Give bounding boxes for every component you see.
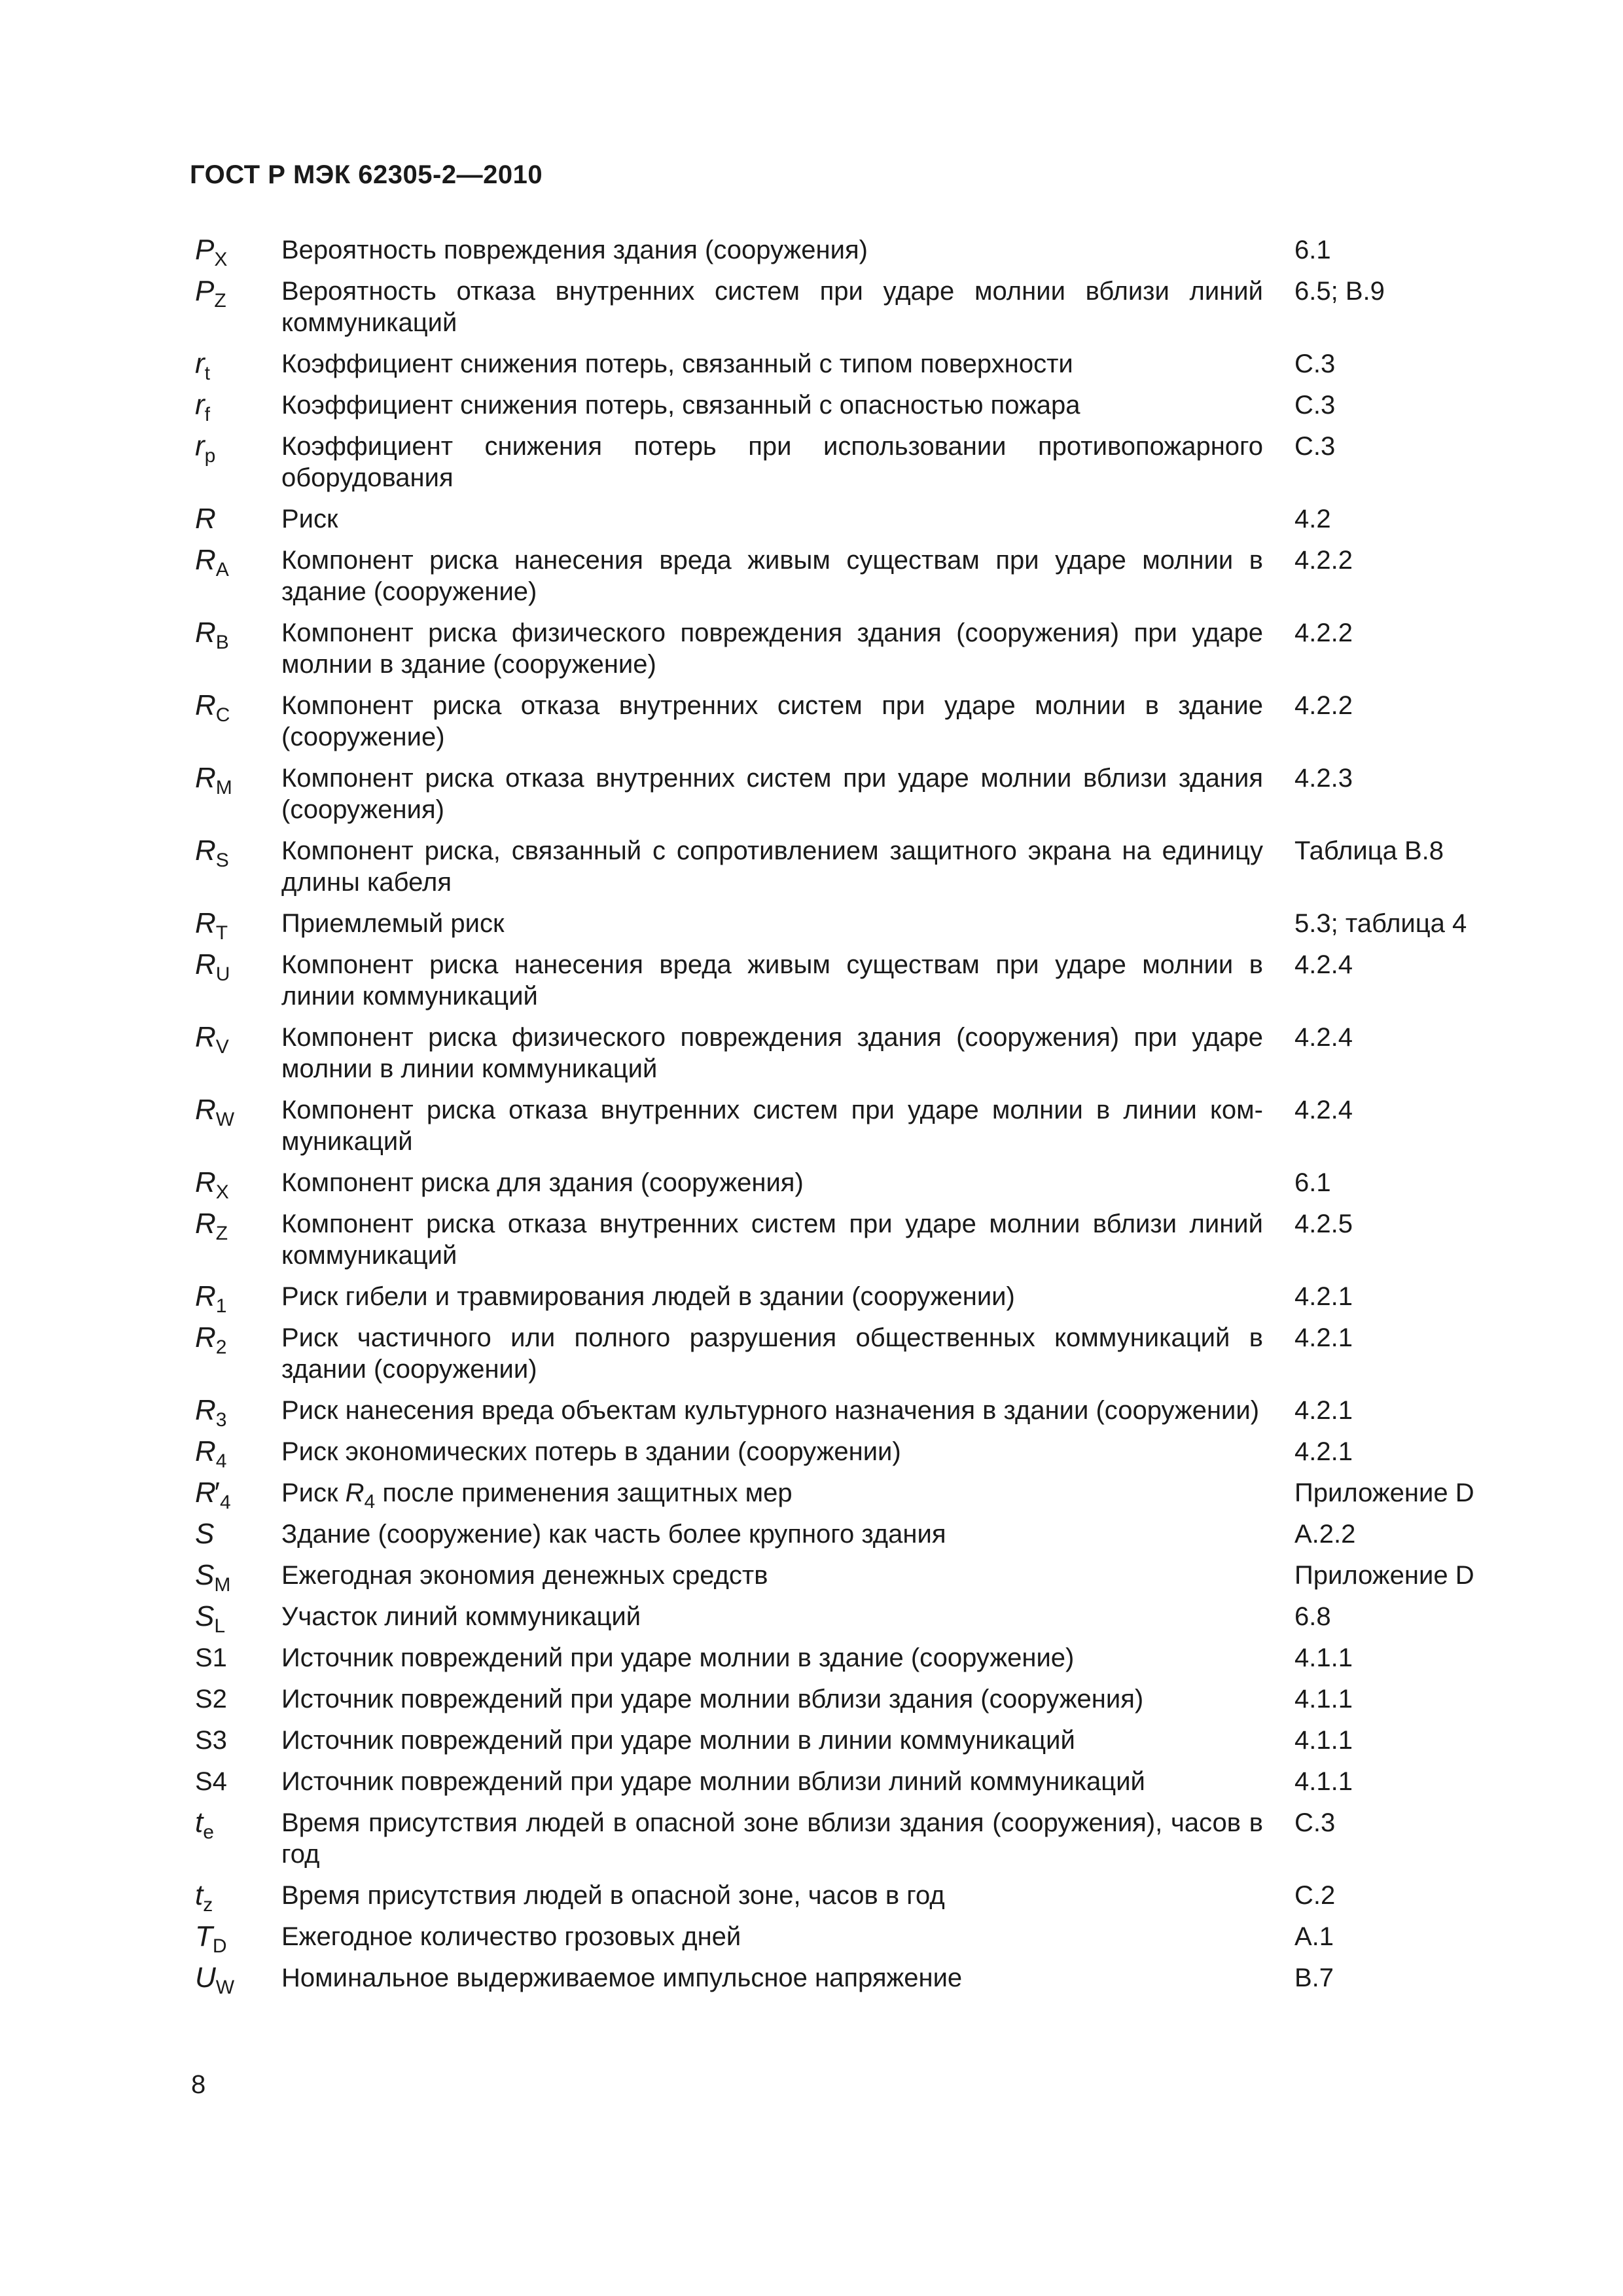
inline-symbol [345, 1479, 376, 1513]
reference-cell: 4.1.1 [1294, 1643, 1353, 1672]
symbol-letter: R [195, 503, 216, 535]
reference-cell: Приложение D [1294, 1561, 1474, 1590]
symbol-subscript: Z [214, 290, 226, 312]
description-text: Риск нанесения вреда объектам культурного назначения в здании (сооружении) [281, 1396, 1260, 1425]
symbol-subscript: M [215, 777, 232, 798]
description-text: Источник повреждений при ударе молнии вблизи здания (сооружения) [281, 1685, 1144, 1713]
symbol-cell [195, 1321, 281, 1358]
reference-cell: 6.5; B.9 [1294, 277, 1385, 306]
table-row [195, 276, 1478, 338]
symbol-subscript: V [215, 1036, 229, 1058]
table-row [195, 1518, 1478, 1550]
table-row [195, 1879, 1478, 1916]
symbol-cell [195, 503, 281, 535]
description-text: Компонент риска нанесения вреда живым существам при ударе молнии в здание (сооружение) [281, 546, 1263, 606]
description-text: Ежегодное количество грозовых дней [281, 1922, 741, 1951]
description-cell [281, 1880, 1263, 1911]
symbol-subscript: L [214, 1615, 226, 1637]
description-prefix: Риск [281, 1479, 346, 1507]
symbol-subscript: M [214, 1574, 231, 1596]
reference-cell: C.3 [1294, 350, 1336, 378]
symbol-cell [195, 762, 281, 798]
reference-cell: 4.2.2 [1294, 619, 1353, 647]
symbol-cell [195, 1021, 281, 1058]
description-text: Коэффициент снижения потерь при использовании противопожарного оборудования [281, 432, 1263, 492]
table-row [195, 1766, 1478, 1797]
symbol-subscript: 3 [215, 1409, 227, 1431]
symbol-subscript: f [204, 404, 210, 425]
table-row [195, 617, 1478, 680]
description-cell [281, 234, 1263, 266]
symbol-subscript: 4 [215, 1450, 227, 1472]
description-cell [281, 1208, 1263, 1271]
symbol-cell [195, 907, 281, 944]
symbol-subscript: U [215, 963, 230, 985]
symbol-letter: R [195, 907, 216, 939]
description-text: Компонент риска физического повреждения здания (сооружения) при ударе молнии в здание (сооружение) [281, 619, 1263, 679]
symbol-letter: P [195, 234, 215, 266]
symbol-letter: R [195, 544, 216, 576]
description-cell [281, 545, 1263, 607]
description-text: после применения защитных мер [375, 1479, 793, 1507]
description-cell [281, 1642, 1263, 1674]
symbol-table [195, 234, 1478, 2003]
description-text: Время присутствия людей в опасной зоне вблизи здания (сооружения), часов в год [281, 1808, 1263, 1869]
symbol-letter: S3 [195, 1726, 227, 1755]
symbol-subscript: X [215, 1181, 229, 1203]
description-cell [281, 1921, 1263, 1952]
table-row [195, 1166, 1478, 1203]
symbol-cell [195, 1435, 281, 1472]
table-row [195, 1559, 1478, 1596]
description-text: Риск экономических потерь в здании (сооружении) [281, 1437, 901, 1466]
inline-symbol-subscript: 4 [364, 1491, 376, 1513]
description-text: Компонент риска отказа внутренних систем при ударе молнии вблизи линий коммуникаций [281, 1210, 1263, 1270]
table-row [195, 1094, 1478, 1157]
symbol-prime: ′ [214, 1477, 221, 1509]
symbol-letter: R [195, 1208, 216, 1240]
reference-cell: 4.2.2 [1294, 691, 1353, 720]
description-cell [281, 1395, 1263, 1426]
reference-cell: A.2.2 [1294, 1520, 1356, 1549]
reference-cell: 4.1.1 [1294, 1726, 1353, 1755]
symbol-cell [195, 1477, 281, 1513]
table-row [195, 234, 1478, 270]
table-row [195, 348, 1478, 384]
table-row [195, 835, 1478, 898]
description-cell [281, 276, 1263, 338]
symbol-letter: T [195, 1920, 213, 1952]
symbol-letter: S1 [195, 1643, 227, 1672]
table-row [195, 1394, 1478, 1431]
table-row [195, 1600, 1478, 1637]
symbol-subscript: z [203, 1894, 213, 1916]
description-cell [281, 1962, 1263, 1994]
reference-cell: 4.2.3 [1294, 764, 1353, 793]
table-row [195, 503, 1478, 535]
symbol-subscript: W [215, 1977, 235, 1998]
description-text: Источник повреждений при ударе молнии в здание (сооружение) [281, 1643, 1075, 1672]
description-text: Риск частичного или полного разрушения общественных коммуникаций в здании (сооружении) [281, 1323, 1263, 1384]
symbol-letter: r [195, 389, 205, 421]
description-text: Коэффициент снижения потерь, связанный с опасностью пожара [281, 391, 1080, 420]
symbol-cell [195, 275, 281, 312]
description-text: Риск гибели и травмирования людей в здании (сооружении) [281, 1282, 1015, 1311]
description-text: Номинальное выдерживаемое импульсное напряжение [281, 1964, 963, 1992]
description-text: Ежегодная экономия денежных средств [281, 1561, 768, 1590]
symbol-cell [195, 389, 281, 425]
symbol-letter: S [195, 1600, 215, 1632]
description-text: Компонент риска нанесения вреда живым существам при ударе молнии в линии коммуникаций [281, 950, 1263, 1011]
description-cell [281, 949, 1263, 1012]
table-row [195, 762, 1478, 825]
description-text: Участок линий коммуникаций [281, 1602, 641, 1631]
reference-cell: 6.1 [1294, 236, 1331, 264]
symbol-subscript: S [215, 850, 229, 871]
description-cell [281, 1725, 1263, 1756]
symbol-cell [195, 689, 281, 726]
symbol-cell [195, 1094, 281, 1130]
symbol-subscript: W [215, 1109, 235, 1130]
symbol-cell [195, 1166, 281, 1203]
symbol-cell [195, 1642, 281, 1674]
table-row [195, 1435, 1478, 1472]
description-text: Время присутствия людей в опасной зоне, часов в год [281, 1881, 945, 1910]
description-cell [281, 1167, 1263, 1198]
symbol-subscript: C [215, 704, 230, 726]
symbol-cell [195, 948, 281, 985]
description-cell [281, 1477, 1263, 1513]
symbol-subscript: X [214, 249, 228, 270]
symbol-cell [195, 1600, 281, 1637]
symbol-cell [195, 1518, 281, 1550]
table-row [195, 1477, 1478, 1513]
description-text: Здание (сооружение) как часть более крупного здания [281, 1520, 946, 1549]
description-cell [281, 1601, 1263, 1632]
symbol-letter: S [195, 1518, 215, 1550]
inline-symbol-letter: R [345, 1479, 365, 1507]
description-cell [281, 1766, 1263, 1797]
reference-cell: 4.2.4 [1294, 1096, 1353, 1124]
table-row [195, 545, 1478, 607]
symbol-letter: S4 [195, 1767, 227, 1796]
description-cell [281, 503, 1263, 535]
table-row [195, 1022, 1478, 1085]
reference-cell: Приложение D [1294, 1479, 1474, 1507]
description-text: Риск [281, 505, 338, 533]
description-cell [281, 1518, 1263, 1550]
symbol-subscript: A [215, 559, 229, 581]
symbol-letter: R [195, 689, 216, 721]
symbol-subscript: D [212, 1935, 227, 1957]
table-row [195, 389, 1478, 425]
description-text: Компонент риска, связанный с сопротивлением защитного экрана на единицу длины кабеля [281, 836, 1263, 897]
description-cell [281, 389, 1263, 421]
symbol-subscript: Z [215, 1223, 228, 1244]
reference-cell: 4.2.5 [1294, 1210, 1353, 1238]
table-row [195, 1683, 1478, 1715]
description-text: Компонент риска отказа внутренних систем при ударе молнии в линии коммуникаций [281, 1096, 1263, 1156]
symbol-cell [195, 1879, 281, 1916]
symbol-letter: R [195, 1021, 216, 1053]
description-text: Коэффициент снижения потерь, связанный с типом поверхности [281, 350, 1073, 378]
symbol-subscript: p [204, 445, 216, 467]
symbol-cell [195, 834, 281, 871]
symbol-cell [195, 1962, 281, 1998]
symbol-cell [195, 1766, 281, 1797]
description-text: Источник повреждений при ударе молнии вблизи линий коммуникаций [281, 1767, 1145, 1796]
symbol-subscript: 2 [215, 1336, 227, 1358]
table-row [195, 690, 1478, 753]
reference-cell: 4.2.1 [1294, 1396, 1353, 1425]
symbol-cell [195, 234, 281, 270]
reference-cell: A.1 [1294, 1922, 1334, 1951]
symbol-cell [195, 1683, 281, 1715]
symbol-subscript: B [215, 632, 229, 653]
description-text: Источник повреждений при ударе молнии в линии коммуникаций [281, 1726, 1075, 1755]
description-text: Компонент риска физического повреждения здания (сооружения) при ударе молнии в линии коммуникаций [281, 1023, 1263, 1083]
description-text: Компонент риска отказа внутренних систем при ударе молнии вблизи здания (сооружения) [281, 764, 1263, 824]
description-cell [281, 617, 1263, 680]
description-cell [281, 431, 1263, 493]
reference-cell: 4.2.4 [1294, 1023, 1353, 1052]
table-row [195, 1920, 1478, 1957]
document-header: ГОСТ Р МЭК 62305-2—2010 [190, 160, 543, 189]
symbol-subscript: t [204, 363, 210, 384]
symbol-cell [195, 1725, 281, 1756]
table-row [195, 1642, 1478, 1674]
symbol-letter: R [195, 1394, 216, 1426]
symbol-cell [195, 348, 281, 384]
symbol-subscript: e [203, 1821, 214, 1843]
symbol-letter: R [195, 1166, 216, 1198]
symbol-letter: R [195, 834, 216, 867]
reference-cell: 4.2.4 [1294, 950, 1353, 979]
description-cell [281, 690, 1263, 753]
symbol-subscript: T [215, 922, 228, 944]
reference-cell: 4.2.1 [1294, 1437, 1353, 1466]
description-cell [281, 1560, 1263, 1591]
reference-cell: 4.2.1 [1294, 1323, 1353, 1352]
symbol-letter: r [195, 430, 205, 462]
symbol-cell [195, 1806, 281, 1843]
reference-cell: B.7 [1294, 1964, 1334, 1992]
symbol-cell [195, 1280, 281, 1317]
table-row [195, 1322, 1478, 1385]
reference-cell: 5.3; таблица 4 [1294, 909, 1467, 938]
reference-cell: 6.1 [1294, 1168, 1331, 1197]
symbol-subscript: 1 [215, 1295, 227, 1317]
description-cell [281, 1436, 1263, 1467]
table-row [195, 431, 1478, 493]
symbol-letter: S [195, 1559, 215, 1591]
symbol-cell [195, 1920, 281, 1957]
description-text: Приемлемый риск [281, 909, 505, 938]
symbol-cell [195, 1559, 281, 1596]
table-row [195, 949, 1478, 1012]
reference-cell: 4.2.1 [1294, 1282, 1353, 1311]
symbol-letter: r [195, 348, 205, 380]
symbol-letter: R [195, 1094, 216, 1126]
symbol-letter: R [195, 1477, 216, 1509]
symbol-subscript: 4 [220, 1492, 231, 1513]
description-text: Вероятность повреждения здания (сооружения) [281, 236, 868, 264]
symbol-cell [195, 617, 281, 653]
symbol-letter: R [195, 948, 216, 980]
reference-cell: 4.2 [1294, 505, 1331, 533]
symbol-letter: t [195, 1806, 204, 1839]
description-cell [281, 1683, 1263, 1715]
table-row [195, 907, 1478, 944]
table-row [195, 1280, 1478, 1317]
page-number: 8 [191, 2070, 206, 2099]
reference-cell: C.3 [1294, 391, 1336, 420]
description-cell [281, 1094, 1263, 1157]
symbol-cell [195, 430, 281, 467]
reference-cell: 4.1.1 [1294, 1767, 1353, 1796]
reference-cell: 4.2.2 [1294, 546, 1353, 575]
description-text: Вероятность отказа внутренних систем при ударе молнии вблизи линий коммуникаций [281, 277, 1263, 337]
description-cell [281, 762, 1263, 825]
symbol-letter: P [195, 275, 215, 307]
symbol-cell [195, 544, 281, 581]
reference-cell: C.2 [1294, 1881, 1336, 1910]
symbol-cell [195, 1208, 281, 1244]
description-cell [281, 348, 1263, 380]
description-text: Компонент риска для здания (сооружения) [281, 1168, 804, 1197]
table-row [195, 1962, 1478, 1998]
description-text: Компонент риска отказа внутренних систем при ударе молнии в здание (сооружение) [281, 691, 1263, 751]
description-cell [281, 1281, 1263, 1312]
symbol-letter: S2 [195, 1685, 227, 1713]
description-cell [281, 908, 1263, 939]
symbol-letter: R [195, 762, 216, 794]
symbol-letter: t [195, 1879, 204, 1911]
table-row [195, 1807, 1478, 1870]
reference-cell: Таблица B.8 [1294, 836, 1444, 865]
reference-cell: 4.1.1 [1294, 1685, 1353, 1713]
reference-cell: 6.8 [1294, 1602, 1331, 1631]
symbol-letter: R [195, 1321, 216, 1354]
description-cell [281, 1807, 1263, 1870]
reference-cell: C.3 [1294, 1808, 1336, 1837]
description-cell [281, 835, 1263, 898]
symbol-letter: R [195, 1280, 216, 1312]
table-row [195, 1725, 1478, 1756]
symbol-letter: R [195, 1435, 216, 1467]
description-cell [281, 1322, 1263, 1385]
reference-cell: C.3 [1294, 432, 1336, 461]
table-row [195, 1208, 1478, 1271]
symbol-letter: R [195, 617, 216, 649]
symbol-cell [195, 1394, 281, 1431]
symbol-letter: U [195, 1962, 216, 1994]
description-cell [281, 1022, 1263, 1085]
